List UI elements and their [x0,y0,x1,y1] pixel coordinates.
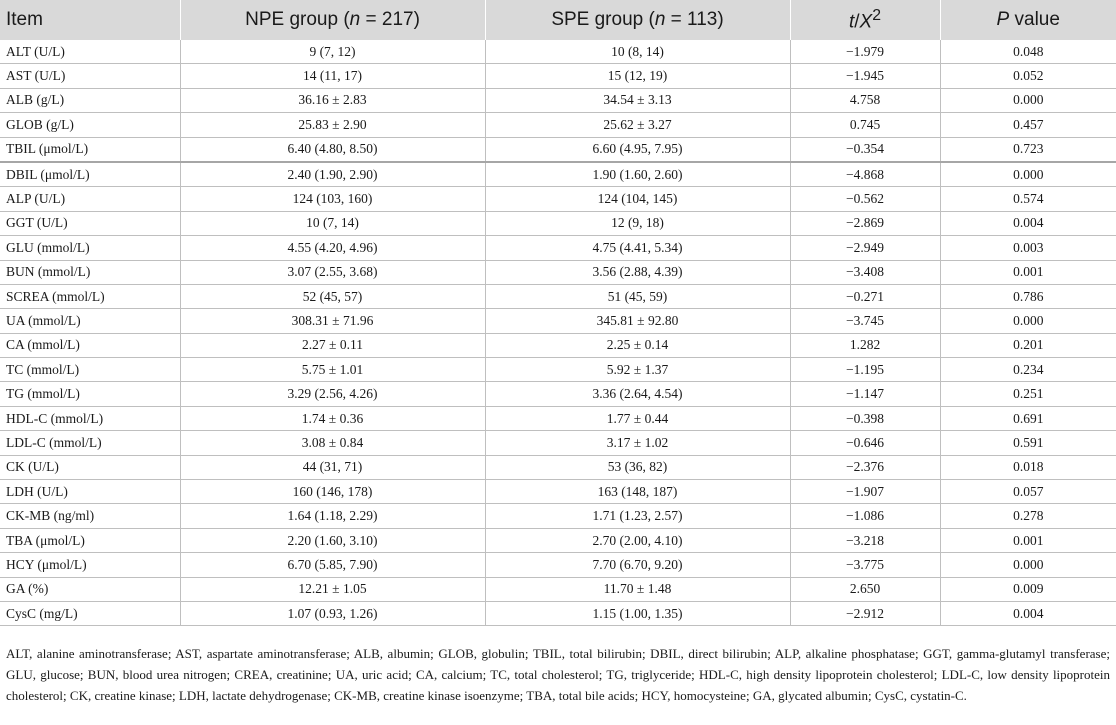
table-row [0,504,1116,528]
cell-item: CA (mmol/L) [0,333,180,357]
header-spe-group [485,0,790,40]
cell-npe: 5.75 ± 1.01 [180,358,485,382]
cell-npe: 1.74 ± 0.36 [180,406,485,430]
table-row [0,236,1116,260]
cell-p-value: 0.048 [940,40,1116,64]
cell-npe: 6.40 (4.80, 8.50) [180,137,485,162]
cell-spe: 3.17 ± 1.02 [485,431,790,455]
cell-statistic: −0.398 [790,406,940,430]
cell-item: LDL-C (mmol/L) [0,431,180,455]
cell-spe: 11.70 ± 1.48 [485,577,790,601]
cell-spe: 5.92 ± 1.37 [485,358,790,382]
cell-item: GA (%) [0,577,180,601]
cell-npe: 12.21 ± 1.05 [180,577,485,601]
cell-npe: 308.31 ± 71.96 [180,309,485,333]
cell-item: TC (mmol/L) [0,358,180,382]
cell-spe: 15 (12, 19) [485,64,790,88]
table-body [0,40,1116,626]
table-row [0,577,1116,601]
cell-statistic: −1.147 [790,382,940,406]
header-stat-x: X [859,11,873,33]
table-row [0,382,1116,406]
header-spe-post: = 113) [665,9,724,30]
cell-spe: 34.54 ± 3.13 [485,88,790,112]
cell-p-value: 0.003 [940,236,1116,260]
cell-spe: 163 (148, 187) [485,480,790,504]
header-spe-n: n [654,9,666,30]
cell-p-value: 0.004 [940,601,1116,625]
cell-item: GGT (U/L) [0,211,180,235]
cell-p-value: 0.009 [940,577,1116,601]
cell-p-value: 0.001 [940,260,1116,284]
table-row [0,528,1116,552]
cell-item: UA (mmol/L) [0,309,180,333]
header-stat-sup: 2 [872,6,882,24]
header-row [0,0,1116,40]
table-row [0,211,1116,235]
cell-p-value: 0.723 [940,137,1116,162]
cell-spe: 4.75 (4.41, 5.34) [485,236,790,260]
cell-p-value: 0.691 [940,406,1116,430]
cell-statistic: −1.945 [790,64,940,88]
cell-statistic: −1.195 [790,358,940,382]
cell-npe: 2.40 (1.90, 2.90) [180,162,485,187]
cell-spe: 51 (45, 59) [485,284,790,308]
table-row [0,431,1116,455]
cell-spe: 6.60 (4.95, 7.95) [485,137,790,162]
cell-npe: 25.83 ± 2.90 [180,113,485,137]
cell-npe: 1.64 (1.18, 2.29) [180,504,485,528]
cell-spe: 1.71 (1.23, 2.57) [485,504,790,528]
cell-item: CK-MB (ng/ml) [0,504,180,528]
cell-item: TBA (μmol/L) [0,528,180,552]
table-row [0,358,1116,382]
cell-p-value: 0.004 [940,211,1116,235]
cell-npe: 10 (7, 14) [180,211,485,235]
cell-p-value: 0.018 [940,455,1116,479]
header-npe-pre: NPE group ( [245,9,350,30]
cell-item: ALP (U/L) [0,187,180,211]
table-row [0,455,1116,479]
cell-item: BUN (mmol/L) [0,260,180,284]
cell-p-value: 0.251 [940,382,1116,406]
cell-statistic: −1.086 [790,504,940,528]
cell-statistic: −0.646 [790,431,940,455]
table-row [0,309,1116,333]
cell-item: GLOB (g/L) [0,113,180,137]
cell-npe: 160 (146, 178) [180,480,485,504]
table-row [0,601,1116,625]
cell-npe: 3.29 (2.56, 4.26) [180,382,485,406]
cell-p-value: 0.000 [940,553,1116,577]
header-stat-sep: / [854,11,860,33]
cell-spe: 124 (104, 145) [485,187,790,211]
cell-statistic: −2.869 [790,211,940,235]
cell-spe: 2.70 (2.00, 4.10) [485,528,790,552]
table-row [0,137,1116,162]
cell-spe: 3.36 (2.64, 4.54) [485,382,790,406]
cell-statistic: 1.282 [790,333,940,357]
cell-statistic: −3.775 [790,553,940,577]
cell-npe: 36.16 ± 2.83 [180,88,485,112]
cell-statistic: −0.562 [790,187,940,211]
cell-p-value: 0.234 [940,358,1116,382]
header-test-statistic [790,0,940,40]
cell-statistic: −1.907 [790,480,940,504]
table-row [0,40,1116,64]
cell-item: ALB (g/L) [0,88,180,112]
header-npe-post: = 217) [360,9,420,30]
table-row [0,260,1116,284]
table-row [0,553,1116,577]
cell-spe: 10 (8, 14) [485,40,790,64]
cell-p-value: 0.786 [940,284,1116,308]
cell-spe: 3.56 (2.88, 4.39) [485,260,790,284]
cell-p-value: 0.201 [940,333,1116,357]
cell-item: LDH (U/L) [0,480,180,504]
cell-p-value: 0.278 [940,504,1116,528]
cell-spe: 7.70 (6.70, 9.20) [485,553,790,577]
cell-statistic: −2.912 [790,601,940,625]
cell-p-value: 0.000 [940,309,1116,333]
cell-spe: 2.25 ± 0.14 [485,333,790,357]
cell-item: TG (mmol/L) [0,382,180,406]
cell-npe: 4.55 (4.20, 4.96) [180,236,485,260]
cell-spe: 53 (36, 82) [485,455,790,479]
cell-npe: 1.07 (0.93, 1.26) [180,601,485,625]
cell-spe: 12 (9, 18) [485,211,790,235]
cell-p-value: 0.457 [940,113,1116,137]
table-footnote: ALT, alanine aminotransferase; AST, aspartate aminotransferase; ALB, albumin; GLOB, globulin; TBIL, total bilirubin; DBIL, direct bilirubin; ALP, alkaline phosphatase; GGT, gamma-glutamyl transferase; GLU, glucose; BUN, blood urea nitrogen; CREA, creatinine; UA, uric acid; CA, calcium; TC, total cholesterol; TG, triglyceride; HDL-C, high density lipoprotein cholesterol; LDL-C, low density lipoprotein cholesterol; CK, creatine kinase; LDH, lactate dehydrogenase; CK-MB, creatine kinase isoenzyme; TBA, total bile acids; HCY, homocysteine; GA, glycated albumin; CysC, cystatin-C. [6,646,1110,703]
cell-item: DBIL (μmol/L) [0,162,180,187]
header-npe-group [180,0,485,40]
cell-npe: 44 (31, 71) [180,455,485,479]
cell-npe: 3.07 (2.55, 3.68) [180,260,485,284]
cell-spe: 1.77 ± 0.44 [485,406,790,430]
cell-item: ALT (U/L) [0,40,180,64]
cell-item: CK (U/L) [0,455,180,479]
header-p-value [940,0,1116,40]
cell-npe: 9 (7, 12) [180,40,485,64]
cell-spe: 25.62 ± 3.27 [485,113,790,137]
table-row [0,113,1116,137]
cell-statistic: −3.218 [790,528,940,552]
cell-npe: 14 (11, 17) [180,64,485,88]
cell-npe: 124 (103, 160) [180,187,485,211]
cell-spe: 1.15 (1.00, 1.35) [485,601,790,625]
cell-item: HCY (μmol/L) [0,553,180,577]
cell-item: HDL-C (mmol/L) [0,406,180,430]
header-p-letter: P [996,9,1010,30]
table-row [0,162,1116,187]
cell-item: CysC (mg/L) [0,601,180,625]
cell-statistic: −3.408 [790,260,940,284]
table-row [0,284,1116,308]
cell-p-value: 0.574 [940,187,1116,211]
header-npe-n: n [349,9,361,30]
cell-statistic: −4.868 [790,162,940,187]
cell-item: AST (U/L) [0,64,180,88]
cell-statistic: −2.949 [790,236,940,260]
table-row [0,88,1116,112]
cell-item: SCREA (mmol/L) [0,284,180,308]
cell-p-value: 0.001 [940,528,1116,552]
header-item: Item [0,0,180,40]
cell-statistic: −2.376 [790,455,940,479]
cell-npe: 2.20 (1.60, 3.10) [180,528,485,552]
cell-statistic: −1.979 [790,40,940,64]
cell-p-value: 0.000 [940,162,1116,187]
cell-statistic: −0.271 [790,284,940,308]
cell-spe: 1.90 (1.60, 2.60) [485,162,790,187]
cell-item: GLU (mmol/L) [0,236,180,260]
cell-p-value: 0.000 [940,88,1116,112]
cell-p-value: 0.052 [940,64,1116,88]
cell-npe: 6.70 (5.85, 7.90) [180,553,485,577]
cell-statistic: 2.650 [790,577,940,601]
cell-spe: 345.81 ± 92.80 [485,309,790,333]
table-row [0,187,1116,211]
table-row [0,333,1116,357]
cell-npe: 2.27 ± 0.11 [180,333,485,357]
cell-statistic: 4.758 [790,88,940,112]
cell-statistic: 0.745 [790,113,940,137]
table-row [0,64,1116,88]
table-header [0,0,1116,40]
header-p-post: value [1009,9,1060,30]
cell-p-value: 0.057 [940,480,1116,504]
cell-p-value: 0.591 [940,431,1116,455]
header-stat-t: t [848,11,855,33]
table-row [0,406,1116,430]
header-spe-pre: SPE group ( [551,9,655,30]
cell-statistic: −0.354 [790,137,940,162]
cell-statistic: −3.745 [790,309,940,333]
cell-npe: 3.08 ± 0.84 [180,431,485,455]
table-row [0,480,1116,504]
cell-item: TBIL (μmol/L) [0,137,180,162]
cell-npe: 52 (45, 57) [180,284,485,308]
